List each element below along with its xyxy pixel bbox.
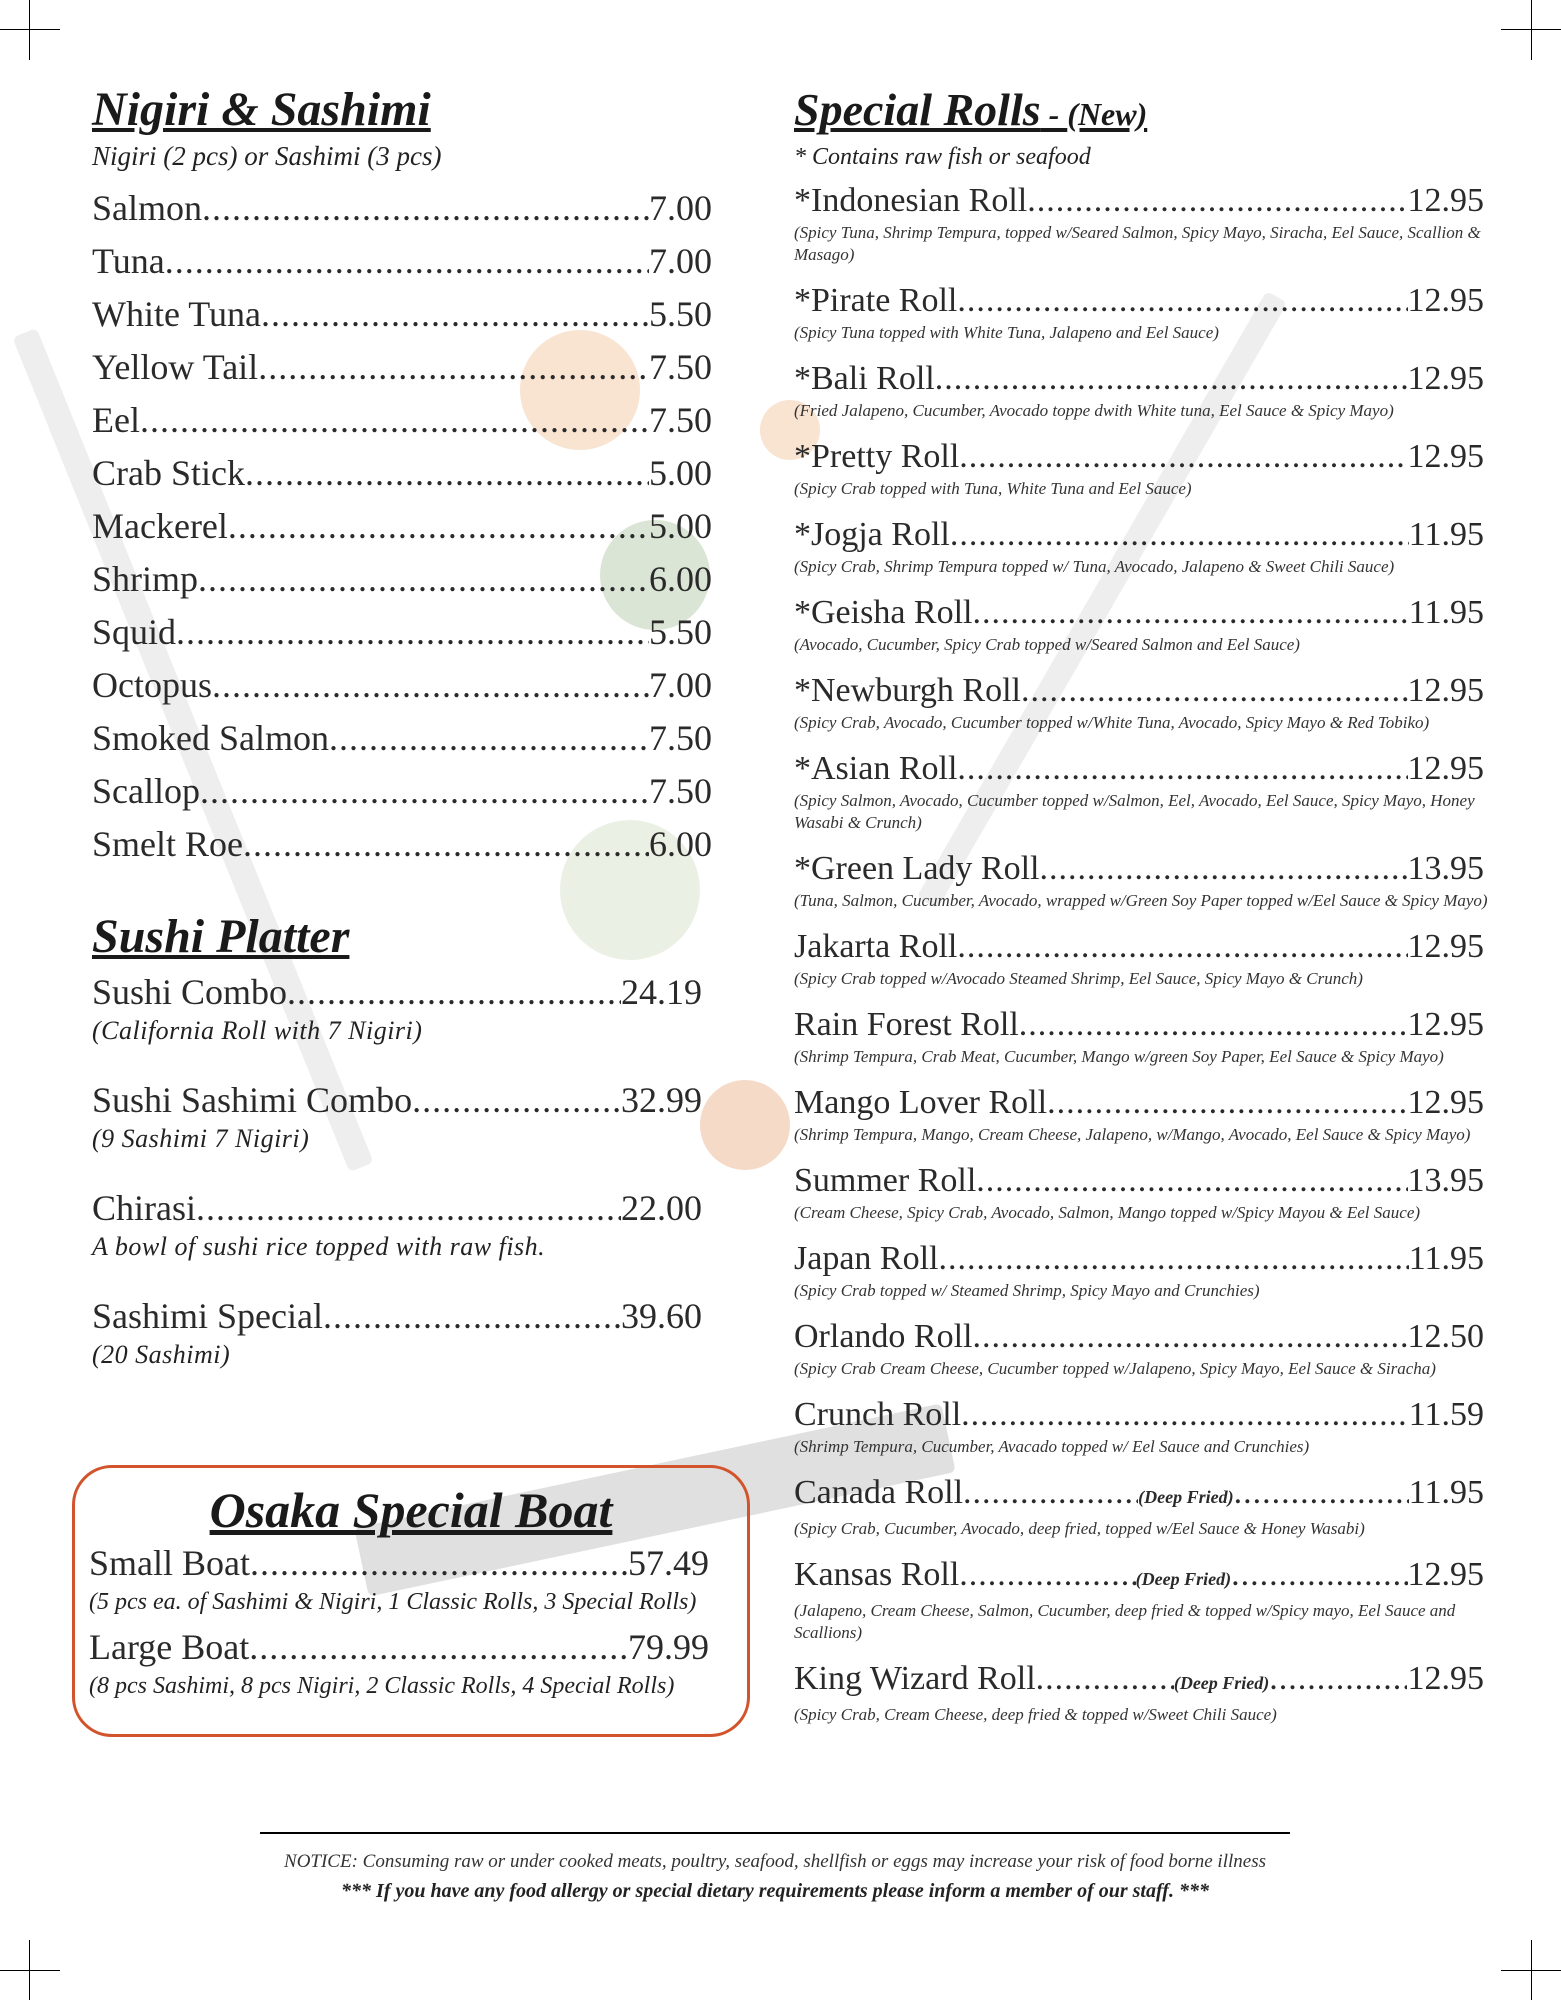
crop-mark [1531, 1940, 1532, 2000]
item-price: 12.95 [1407, 750, 1484, 787]
item-price: 7.50 [649, 718, 712, 758]
menu-item [794, 748, 1484, 790]
item-description: (Spicy Salmon, Avocado, Cucumber topped w/Salmon, Eel, Avocado, Eel Sauce, Spicy Mayo, Honey Wasabi & Crunch) [794, 791, 1475, 832]
item-name: Orlando Roll [794, 1318, 973, 1355]
menu-item [794, 848, 1484, 890]
crop-mark [29, 0, 30, 60]
item-price: 7.00 [649, 241, 712, 281]
item-price: 11.95 [1408, 1474, 1484, 1511]
item-description: (Spicy Crab topped with Tuna, White Tuna and Eel Sauce) [794, 479, 1192, 498]
item-price: 6.00 [649, 824, 712, 864]
item-name: Salmon [92, 188, 203, 228]
dot-leader [200, 765, 649, 818]
menu-item [794, 1316, 1484, 1358]
item-name: Chirasi [92, 1188, 196, 1228]
item-price: 12.95 [1407, 438, 1484, 475]
item-name: *Green Lady Roll [794, 850, 1040, 887]
item-price: 6.00 [649, 559, 712, 599]
item-price: 5.50 [649, 612, 712, 652]
dot-leader [959, 1554, 1135, 1596]
item-description: (Spicy Crab Cream Cheese, Cucumber topped w/Jalapeno, Spicy Mayo, Eel Sauce & Siracha) [794, 1359, 1436, 1378]
menu-item [92, 659, 712, 712]
dot-leader [287, 969, 621, 1015]
menu-item [92, 182, 712, 235]
menu-item [92, 235, 712, 288]
dot-leader [1231, 1554, 1407, 1596]
item-name: *Pirate Roll [794, 282, 958, 319]
platter-list [92, 969, 732, 1371]
item-description: (Cream Cheese, Spicy Crab, Avocado, Salmon, Mango topped w/Spicy Mayou & Eel Sauce) [794, 1203, 1421, 1222]
item-price: 12.95 [1407, 1006, 1484, 1043]
crop-mark [1531, 0, 1532, 60]
dot-leader [243, 818, 649, 871]
menu-item [92, 1077, 702, 1123]
dot-leader [957, 280, 1407, 322]
item-name: King Wizard Roll [794, 1660, 1036, 1697]
dot-leader [196, 1185, 621, 1231]
item-price: 11.95 [1408, 594, 1484, 631]
item-name: Small Boat [89, 1543, 250, 1583]
menu-item [92, 765, 712, 818]
osaka-special-boat-box [72, 1465, 750, 1737]
item-description: (Shrimp Tempura, Crab Meat, Cucumber, Mango w/green Soy Paper, Eel Sauce & Spicy Mayo) [794, 1047, 1444, 1066]
crop-mark [29, 1940, 30, 2000]
item-price: 11.95 [1408, 516, 1484, 553]
item-name: Smoked Salmon [92, 718, 330, 758]
item-name: Summer Roll [794, 1162, 977, 1199]
menu-item [92, 553, 712, 606]
item-name: Eel [92, 400, 140, 440]
dot-leader [228, 500, 649, 553]
item-name: *Bali Roll [794, 360, 935, 397]
crop-mark [0, 1970, 60, 1971]
item-description: (Spicy Crab, Cream Cheese, deep fried & topped w/Sweet Chili Sauce) [794, 1705, 1277, 1724]
item-price: 24.19 [621, 972, 702, 1012]
footer-notice [260, 1832, 1290, 1906]
item-name: Jakarta Roll [794, 928, 958, 965]
dot-leader [176, 606, 649, 659]
special-rolls-title [794, 82, 1494, 142]
item-price: 22.00 [621, 1188, 702, 1228]
item-name: Yellow Tail [92, 347, 259, 387]
menu-item [92, 341, 712, 394]
item-description: (5 pcs ea. of Sashimi & Nigiri, 1 Classic Rolls, 3 Special Rolls) [89, 1589, 697, 1615]
menu-item [794, 1004, 1484, 1046]
item-description: (Avocado, Cucumber, Spicy Crab topped w/Seared Salmon and Eel Sauce) [794, 635, 1300, 654]
dot-leader [198, 553, 649, 606]
menu-item [794, 436, 1484, 478]
item-price: 12.95 [1407, 928, 1484, 965]
item-price: 13.95 [1407, 1162, 1484, 1199]
item-name: Canada Roll [794, 1474, 964, 1511]
menu-item [794, 358, 1484, 400]
item-name: Crab Stick [92, 453, 245, 493]
menu-item [794, 926, 1484, 968]
menu-item [92, 500, 712, 553]
item-description: (Tuna, Salmon, Cucumber, Avocado, wrapped w/Green Soy Paper topped w/Eel Sauce & Spicy Mayo) [794, 891, 1488, 910]
item-description: (California Roll with 7 Nigiri) [92, 1016, 423, 1045]
item-name: Sushi Sashimi Combo [92, 1080, 413, 1120]
item-name: *Pretty Roll [794, 438, 960, 475]
dot-leader [976, 1160, 1407, 1202]
dot-leader [1019, 1004, 1408, 1046]
item-price: 39.60 [621, 1296, 702, 1336]
item-description: (Spicy Tuna, Shrimp Tempura, topped w/Seared Salmon, Spicy Mayo, Siracha, Eel Sauce, Scallion & Masago) [794, 223, 1481, 264]
menu-item [794, 1082, 1484, 1124]
menu-item [794, 1472, 1484, 1518]
sushi-platter-section [92, 909, 732, 1371]
consumption-notice: NOTICE: Consuming raw or under cooked meats, poultry, seafood, shellfish or eggs may increase your risk of food borne illness [284, 1851, 1266, 1872]
special-rolls-list [794, 180, 1494, 1726]
dot-leader [202, 182, 649, 235]
dot-leader [245, 447, 649, 500]
item-description: (20 Sashimi) [92, 1340, 231, 1369]
boat-title: Osaka Special Boat [209, 1482, 613, 1538]
menu-item [794, 514, 1484, 556]
menu-item [794, 1394, 1484, 1436]
item-price: 12.95 [1407, 360, 1484, 397]
dot-leader [412, 1077, 621, 1123]
menu-item [794, 1554, 1484, 1600]
dot-leader [1040, 848, 1408, 890]
menu-item [794, 180, 1484, 222]
boat-list [89, 1540, 733, 1702]
item-name: *Newburgh Roll [794, 672, 1021, 709]
dot-leader [212, 659, 649, 712]
item-name: White Tuna [92, 294, 262, 334]
item-price: 12.95 [1407, 1084, 1484, 1121]
menu-item [92, 1185, 702, 1231]
dot-leader [165, 235, 649, 288]
dot-leader [935, 358, 1408, 400]
item-price: 12.95 [1407, 182, 1484, 219]
item-price: 5.50 [649, 294, 712, 334]
dot-leader [957, 926, 1407, 968]
platter-title: Sushi Platter [92, 910, 350, 963]
item-price: 7.50 [649, 400, 712, 440]
item-price: 5.00 [649, 506, 712, 546]
item-name: Rain Forest Roll [794, 1006, 1019, 1043]
item-name: Squid [92, 612, 177, 652]
dot-leader [1036, 1658, 1174, 1700]
item-price: 11.59 [1408, 1396, 1484, 1433]
item-price: 7.00 [649, 665, 712, 705]
nigiri-list [92, 182, 732, 871]
dot-leader [957, 748, 1407, 790]
dot-leader [258, 341, 649, 394]
dot-leader [1234, 1472, 1409, 1514]
dot-leader [1027, 180, 1407, 222]
menu-item [92, 447, 712, 500]
menu-item [92, 606, 712, 659]
item-description: (Shrimp Tempura, Mango, Cream Cheese, Jalapeno, w/Mango, Avocado, Eel Sauce & Spicy Mayo) [794, 1125, 1471, 1144]
menu-item [92, 712, 712, 765]
dot-leader [1269, 1658, 1407, 1700]
dot-leader [950, 514, 1409, 556]
item-description: (9 Sashimi 7 Nigiri) [92, 1124, 310, 1153]
dot-leader [1021, 670, 1408, 712]
special-rolls-title-sep: - [1040, 96, 1068, 132]
menu-item [794, 592, 1484, 634]
item-name: *Jogja Roll [794, 516, 950, 553]
item-description: A bowl of sushi rice topped with raw fish. [92, 1232, 546, 1261]
item-description: (Spicy Crab, Cucumber, Avocado, deep fried, topped w/Eel Sauce & Honey Wasabi) [794, 1519, 1365, 1538]
item-description: (Fried Jalapeno, Cucumber, Avocado toppe dwith White tuna, Eel Sauce & Spicy Mayo) [794, 401, 1394, 420]
special-rolls-new-label: (New) [1067, 96, 1148, 132]
item-price: 11.95 [1408, 1240, 1484, 1277]
item-name: Octopus [92, 665, 212, 705]
menu-item [92, 288, 712, 341]
item-name: Smelt Roe [92, 824, 243, 864]
item-price: 79.99 [628, 1627, 709, 1667]
item-name: Mackerel [92, 506, 228, 546]
item-price: 7.00 [649, 188, 712, 228]
item-description: (Shrimp Tempura, Cucumber, Avacado topped w/ Eel Sauce and Crunchies) [794, 1437, 1310, 1456]
dot-leader [1047, 1082, 1407, 1124]
item-description: (Spicy Crab topped w/ Steamed Shrimp, Spicy Mayo and Crunchies) [794, 1281, 1260, 1300]
raw-fish-note: * Contains raw fish or seafood [794, 144, 1091, 170]
allergy-notice: *** If you have any food allergy or special dietary requirements please inform a member of our staff. *** [341, 1880, 1209, 1902]
item-name: *Asian Roll [794, 750, 958, 787]
dot-leader [323, 1293, 621, 1339]
item-name: Large Boat [89, 1627, 250, 1667]
dot-leader [261, 288, 649, 341]
deep-fried-tag: (Deep Fried) [1135, 1569, 1232, 1589]
item-price: 12.50 [1407, 1318, 1484, 1355]
item-name: *Geisha Roll [794, 594, 973, 631]
item-description: (Spicy Crab topped w/Avocado Steamed Shrimp, Eel Sauce, Spicy Mayo & Crunch) [794, 969, 1363, 988]
item-price: 7.50 [649, 347, 712, 387]
item-price: 12.95 [1407, 672, 1484, 709]
item-description: (Spicy Crab, Avocado, Cucumber topped w/White Tuna, Avocado, Spicy Mayo & Red Tobiko) [794, 713, 1430, 732]
item-name: *Indonesian Roll [794, 182, 1028, 219]
item-name: Sushi Combo [92, 972, 288, 1012]
nigiri-title: Nigiri & Sashimi [92, 83, 431, 136]
item-description: (Spicy Tuna topped with White Tuna, Jalapeno and Eel Sauce) [794, 323, 1219, 342]
dot-leader [972, 592, 1408, 634]
dot-leader [972, 1316, 1407, 1358]
item-description: (8 pcs Sashimi, 8 pcs Nigiri, 2 Classic Rolls, 4 Special Rolls) [89, 1673, 675, 1699]
item-name: Kansas Roll [794, 1556, 960, 1593]
item-name: Mango Lover Roll [794, 1084, 1048, 1121]
item-price: 13.95 [1407, 850, 1484, 887]
item-price: 57.49 [628, 1543, 709, 1583]
menu-item [89, 1540, 709, 1586]
item-description: (Spicy Crab, Shrimp Tempura topped w/ Tuna, Avocado, Jalapeno & Sweet Chili Sauce) [794, 557, 1395, 576]
dot-leader [329, 712, 649, 765]
nigiri-subtitle: Nigiri (2 pcs) or Sashimi (3 pcs) [92, 141, 442, 171]
special-rolls-title-text: Special Rolls [794, 84, 1041, 135]
right-column [794, 82, 1494, 1740]
special-rolls-section [794, 82, 1494, 1726]
item-name: Shrimp [92, 559, 199, 599]
dot-leader [963, 1472, 1138, 1514]
item-price: 5.00 [649, 453, 712, 493]
item-name: Scallop [92, 771, 200, 811]
dot-leader [938, 1238, 1408, 1280]
dot-leader [249, 1624, 628, 1670]
item-price: 32.99 [621, 1080, 702, 1120]
item-price: 7.50 [649, 771, 712, 811]
dot-leader [250, 1540, 628, 1586]
left-column [92, 82, 732, 1401]
deep-fried-tag: (Deep Fried) [1138, 1487, 1234, 1507]
menu-item [92, 1293, 702, 1339]
nigiri-sashimi-section [92, 82, 732, 871]
menu-item [89, 1624, 709, 1670]
dot-leader [961, 1394, 1409, 1436]
deep-fried-tag: (Deep Fried) [1173, 1673, 1270, 1693]
dot-leader [959, 436, 1407, 478]
menu-item [794, 280, 1484, 322]
crop-mark [0, 29, 60, 30]
item-name: Sashimi Special [92, 1296, 323, 1336]
item-price: 12.95 [1407, 282, 1484, 319]
menu-item [794, 1160, 1484, 1202]
menu-item [92, 818, 712, 871]
item-price: 12.95 [1407, 1660, 1484, 1697]
menu-item [794, 1658, 1484, 1704]
menu-item [92, 969, 702, 1015]
item-name: Tuna [92, 241, 165, 281]
dot-leader [140, 394, 649, 447]
item-name: Crunch Roll [794, 1396, 962, 1433]
menu-item [794, 1238, 1484, 1280]
item-name: Japan Roll [794, 1240, 939, 1277]
menu-item [92, 394, 712, 447]
item-price: 12.95 [1407, 1556, 1484, 1593]
item-description: (Jalapeno, Cream Cheese, Salmon, Cucumber, deep fried & topped w/Spicy mayo, Eel Sauce and Scallions) [794, 1601, 1456, 1642]
menu-item [794, 670, 1484, 712]
